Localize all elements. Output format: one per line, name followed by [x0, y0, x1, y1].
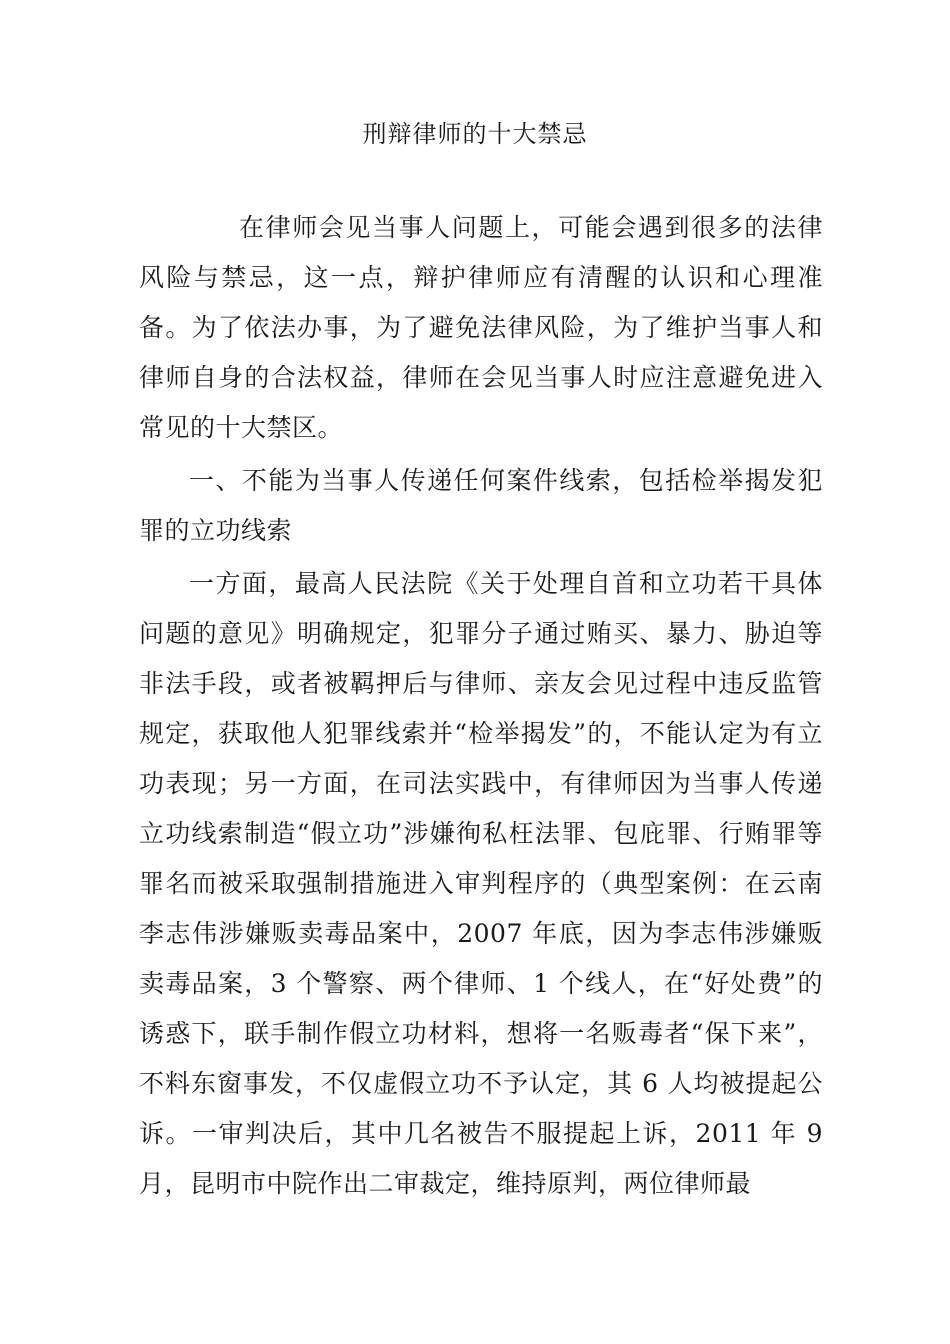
intro-paragraph: 在律师会见当事人问题上，可能会遇到很多的法律风险与禁忌，这一点，辩护律师应有清醒的认识和心理准备。为了依法办事，为了避免法律风险，为了维护当事人和律师自身的合法权益，律师在会见当事人时应注意避免进入常见的十大禁区。 — [139, 213, 823, 442]
document-title: 刑辩律师的十大禁忌 — [362, 120, 588, 148]
section-body-paragraph: 一方面，最高人民法院《关于处理自首和立功若干具体问题的意见》明确规定，犯罪分子通过贿买、暴力、胁迫等非法手段，或者被羁押后与律师、亲友会见过程中违反监管规定，获取他人犯罪线索并“检举揭发”的，不能认定为有立功表现；另一方面，在司法实践中，有律师因为当事人传递立功线索制造“假立功”涉嫌徇私枉法罪、包庇罪、行贿罪等罪名而被采取强制措施进入审判程序的（典型案例：在云南李志伟涉嫌贩卖毒品案中，2007 年底，因为李志伟涉嫌贩卖毒品案，3 个警察、两个律师、1 个线人，在“好处费”的诱惑下，联手制作假立功材料，想将一名贩毒者“保下来”，不料东窗事发，不仅虚假立功不予认定，其 6 人均被提起公诉。一审判决后，其中几名被告不服提起上诉，2011 年 9 月，昆明市中院作出二审裁定，维持原判，两位律师最 — [139, 569, 823, 1198]
section-heading-1: 一、不能为当事人传递任何案件线索，包括检举揭发犯罪的立功线索 — [139, 466, 823, 545]
document-body — [139, 203, 823, 1212]
